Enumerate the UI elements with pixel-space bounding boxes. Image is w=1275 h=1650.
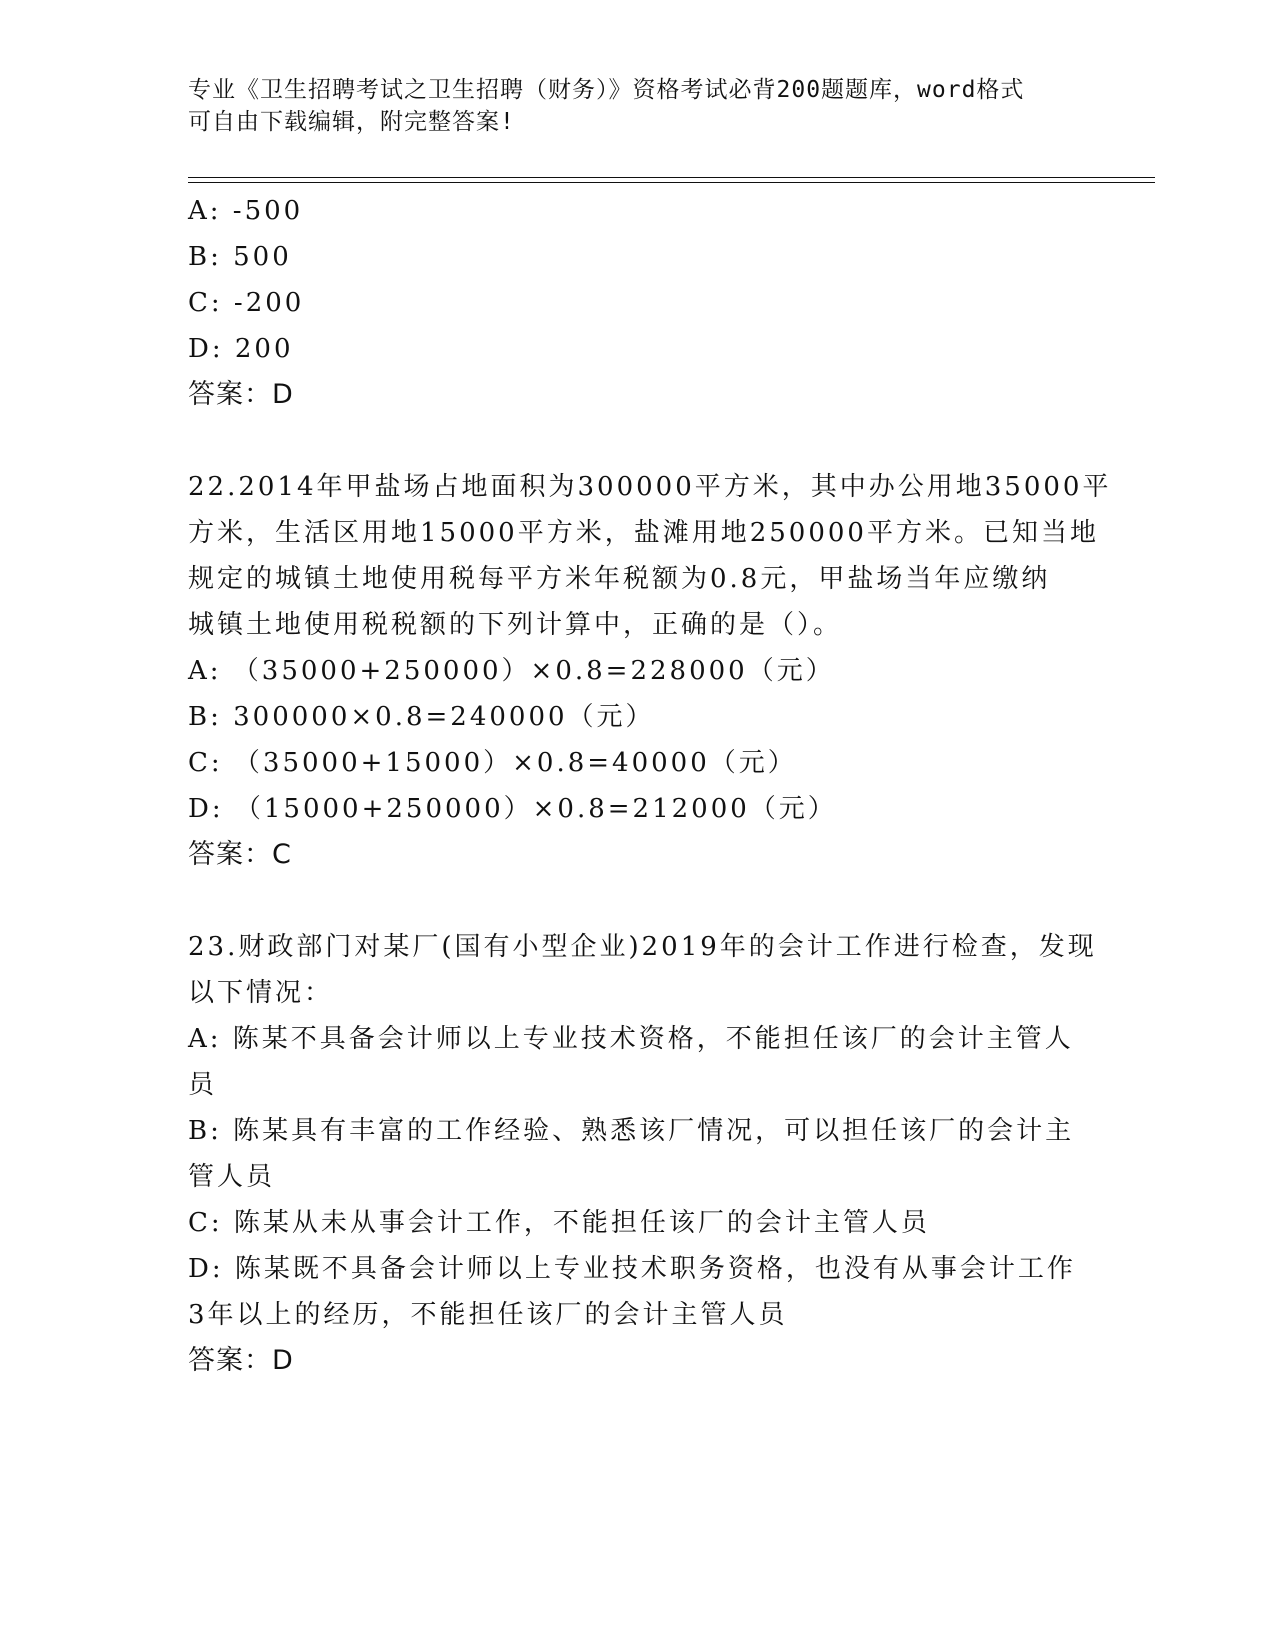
option-a: A: -500 xyxy=(188,196,304,226)
option-d: D: （15000+250000）×0.8=212000（元） xyxy=(188,794,837,824)
question-23 xyxy=(188,924,1097,1384)
option-a: A: （35000+250000）×0.8=228000（元） xyxy=(188,656,835,686)
option-line: B: 陈某具有丰富的工作经验、熟悉该厂情况，可以担任该厂的会计主 xyxy=(188,1116,1075,1146)
header-divider-top xyxy=(188,177,1155,178)
question-content xyxy=(188,188,1112,1384)
spacer xyxy=(188,878,1088,924)
option-c: C: （35000+15000）×0.8=40000（元） xyxy=(188,748,797,778)
option-line: A: 陈某不具备会计师以上专业技术资格，不能担任该厂的会计主管人 xyxy=(188,1024,1074,1054)
option-b: B: 300000×0.8=240000（元） xyxy=(188,702,655,732)
header-line-1: 专业《卫生招聘考试之卫生招聘（财务）》资格考试必背200题题库，word格式 xyxy=(188,77,1025,103)
question-stem-line: 方米，生活区用地15000平方米，盐滩用地250000平方米。已知当地 xyxy=(188,518,1099,548)
question-stem-line: 以下情况： xyxy=(188,978,334,1008)
option-d: D: 200 xyxy=(188,334,294,364)
option-c: C: -200 xyxy=(188,288,305,318)
question-22 xyxy=(188,464,1112,878)
option-line: D: 陈某既不具备会计师以上专业技术职务资格，也没有从事会计工作 xyxy=(188,1254,1076,1284)
document-header xyxy=(188,74,1088,138)
question-stem-line: 23.财政部门对某厂(国有小型企业)2019年的会计工作进行检查，发现 xyxy=(188,932,1097,962)
answer: 答案：D xyxy=(188,1345,294,1376)
question-21 xyxy=(188,188,1088,418)
header-divider-bottom xyxy=(188,182,1155,183)
option-line: 管人员 xyxy=(188,1162,276,1192)
option-b: B: 500 xyxy=(188,242,292,272)
answer: 答案：D xyxy=(188,379,294,410)
answer: 答案：C xyxy=(188,839,292,870)
question-stem-line: 规定的城镇土地使用税每平方米年税额为0.8元，甲盐场当年应缴纳 xyxy=(188,564,1051,594)
spacer xyxy=(188,418,1088,464)
question-stem-line: 22.2014年甲盐场占地面积为300000平方米，其中办公用地35000平 xyxy=(188,472,1112,502)
option-line: C: 陈某从未从事会计工作，不能担任该厂的会计主管人员 xyxy=(188,1208,930,1238)
header-line-2: 可自由下载编辑，附完整答案! xyxy=(188,109,515,135)
option-line: 员 xyxy=(188,1070,218,1100)
question-stem-line: 城镇土地使用税税额的下列计算中，正确的是（）。 xyxy=(188,610,843,640)
option-line: 3年以上的经历，不能担任该厂的会计主管人员 xyxy=(188,1300,788,1330)
